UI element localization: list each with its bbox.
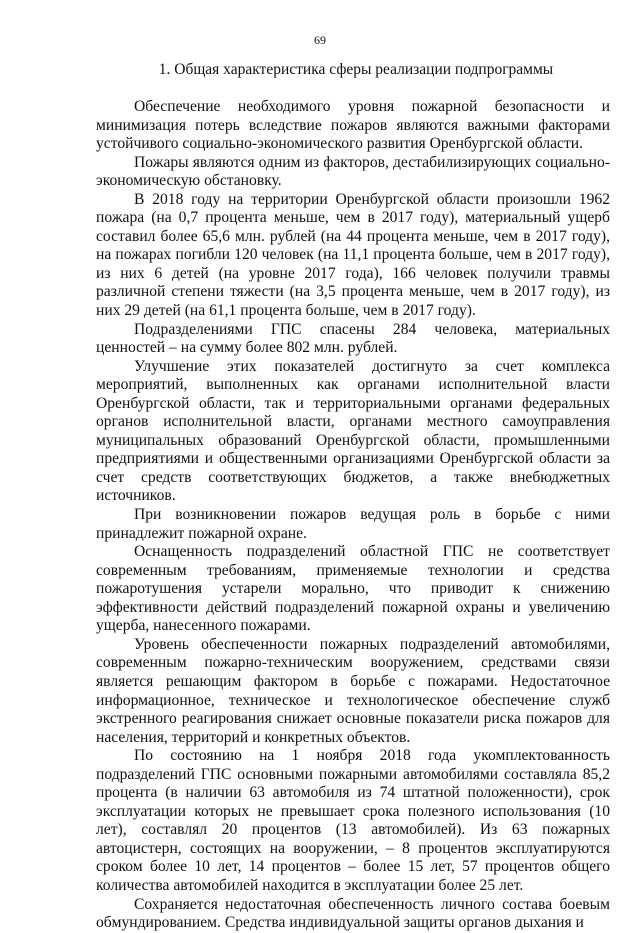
paragraph: Уровень обеспеченности пожарных подразделений автомобилями, современным пожарно-техническим вооружением, средствами связи является решающим фактором в борьбе с пожарами. Недостаточное информационное, техническое и технологическое обеспечение служб экстренного реагирования снижает основные показатели риска пожаров для населения, территорий и конкретных объектов. <box>96 635 610 746</box>
section-heading: 1. Общая характеристика сферы реализации подпрограммы <box>158 61 554 78</box>
paragraph: Улучшение этих показателей достигнуто за счет комплекса мероприятий, выполненных как органами исполнительной власти Оренбургской области, так и территориальными органами федеральных органов исполнительной власти, органами местного самоуправления муниципальных образований Оренбургской области, промышленными предприятиями и общественными организациями Оренбургской области за счет средств соответствующих бюджетов, а также внебюджетных источников. <box>96 357 610 505</box>
paragraph: По состоянию на 1 ноября 2018 года укомплектованность подразделений ГПС основными пожарными автомобилями составляла 85,2 процента (в наличии 63 автомобиля из 74 штатной положенности), срок эксплуатации которых не превышает срока полезного использования (10 лет), составлял 20 процентов (13 автомобилей). Из 63 пожарных автоцистерн, состоящих на вооружении, – 8 процентов эксплуатируются сроком более 10 лет, 14 процентов – более 15 лет, 57 процентов общего количества автомобилей находится в эксплуатации более 25 лет. <box>96 747 610 894</box>
page-number: 69 <box>314 33 326 47</box>
paragraph: Сохраняется недостаточная обеспеченность личного состава боевым обмундированием. Средства индивидуальной защиты органов дыхания и <box>96 895 610 932</box>
paragraph: Пожары являются одним из факторов, дестабилизирующих социально-экономическую обстановку. <box>96 153 610 190</box>
paragraph: Подразделениями ГПС спасены 284 человека, материальных ценностей – на сумму более 802 млн. рублей. <box>96 320 610 357</box>
paragraph: Оснащенность подразделений областной ГПС не соответствует современным требованиям, применяемые технологии и средства пожаротушения устарели морально, что приводит к снижению эффективности действий подразделений пожарной охраны и увеличению ущерба, нанесенного пожарами. <box>96 543 610 635</box>
paragraph: Обеспечение необходимого уровня пожарной безопасности и минимизация потерь вследствие пожаров являются важными факторами устойчивого социально-экономического развития Оренбургской области. <box>96 98 610 153</box>
document-body <box>96 98 610 933</box>
paragraph: В 2018 году на территории Оренбургской области произошли 1962 пожара (на 0,7 процента меньше, чем в 2017 году), материальный ущерб составил более 65,6 млн. рублей (на 44 процента меньше, чем в 2017 году), на пожарах погибли 120 человек (на 11,1 процента больше, чем в 2017 году), из них 6 детей (на уровне 2017 года), 166 человек получили травмы различной степени тяжести (на 3,5 процента меньше, чем в 2017 году), из них 29 детей (на 61,1 процента больше, чем в 2017 году). <box>96 190 610 320</box>
paragraph: При возникновении пожаров ведущая роль в борьбе с ними принадлежит пожарной охране. <box>96 506 610 542</box>
